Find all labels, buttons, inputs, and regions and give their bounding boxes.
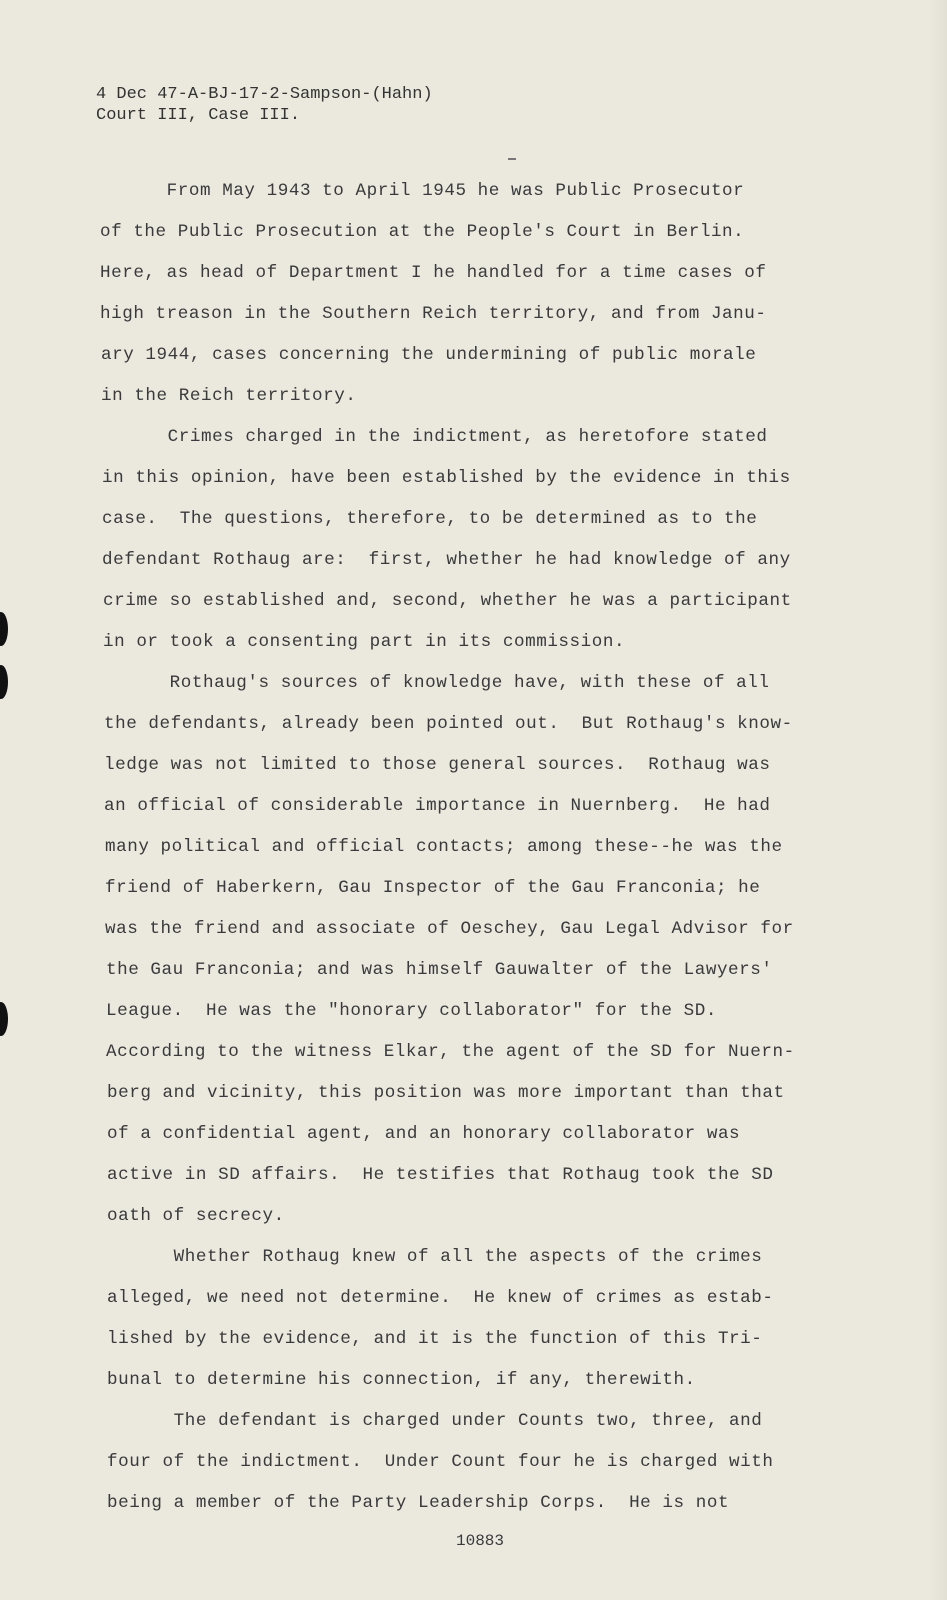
body-line: high treason in the Southern Reich territory, and from Janu- <box>100 304 767 324</box>
body-line: Rothaug's sources of knowledge have, with these of all <box>103 673 770 693</box>
body-line: From May 1943 to April 1945 he was Public Prosecutor <box>100 181 745 201</box>
body-line: bunal to determine his connection, if any, therewith. <box>107 1370 696 1390</box>
body-line: of a confidential agent, and an honorary collaborator was <box>107 1124 741 1144</box>
body-line: an official of considerable importance in Nuernberg. He had <box>104 796 771 816</box>
body-line: crime so established and, second, whether he was a participant <box>103 591 792 611</box>
body-line: friend of Haberkern, Gau Inspector of the Gau Franconia; he <box>105 878 761 898</box>
header-line-1: 4 Dec 47-A-BJ-17-2-Sampson-(Hahn) <box>96 85 433 104</box>
body-line: League. He was the "honorary collaborator" for the SD. <box>106 1001 717 1021</box>
body-line: case. The questions, therefore, to be determined as to the <box>102 509 758 529</box>
body-line: Here, as head of Department I he handled for a time cases of <box>100 263 767 283</box>
body-line: in this opinion, have been established by the evidence in this <box>102 468 791 488</box>
body-line: was the friend and associate of Oeschey, Gau Legal Advisor for <box>105 919 794 939</box>
body-line: the defendants, already been pointed out. But Rothaug's know- <box>104 714 793 734</box>
punch-hole-top <box>0 612 8 646</box>
body-line: of the Public Prosecution at the People's Court in Berlin. <box>100 222 745 242</box>
body-line: berg and vicinity, this position was more important than that <box>107 1083 785 1103</box>
body-line: in or took a consenting part in its commission. <box>103 632 626 652</box>
page-edge-shadow <box>929 0 947 1600</box>
body-line: the Gau Franconia; and was himself Gauwalter of the Lawyers' <box>106 960 773 980</box>
stray-mark <box>508 158 516 160</box>
body-line: in the Reich territory. <box>101 386 357 406</box>
body-line: ledge was not limited to those general sources. Rothaug was <box>104 755 771 775</box>
body-line: The defendant is charged under Counts two, three, and <box>107 1411 763 1431</box>
body-line: being a member of the Party Leadership Corps. He is not <box>107 1493 730 1513</box>
body-line: four of the indictment. Under Count four he is charged with <box>107 1452 774 1472</box>
body-line: lished by the evidence, and it is the function of this Tri- <box>107 1329 763 1349</box>
body-line: ary 1944, cases concerning the undermining of public morale <box>101 345 757 365</box>
body-line: active in SD affairs. He testifies that Rothaug took the SD <box>107 1165 774 1185</box>
punch-hole-bottom <box>0 1002 8 1036</box>
body-line: alleged, we need not determine. He knew of crimes as estab- <box>107 1288 774 1308</box>
body-line: oath of secrecy. <box>107 1206 285 1226</box>
body-line: many political and official contacts; among these--he was the <box>105 837 783 857</box>
page-number: 10883 <box>456 1532 505 1550</box>
header-line-2: Court III, Case III. <box>96 106 301 125</box>
body-line: Whether Rothaug knew of all the aspects of the crimes <box>107 1247 763 1267</box>
body-line: Crimes charged in the indictment, as heretofore stated <box>101 427 768 447</box>
body-line: defendant Rothaug are: first, whether he had knowledge of any <box>102 550 791 570</box>
punch-hole-middle <box>0 665 8 699</box>
body-line: According to the witness Elkar, the agent of the SD for Nuern- <box>106 1042 795 1062</box>
document-header <box>96 84 433 126</box>
